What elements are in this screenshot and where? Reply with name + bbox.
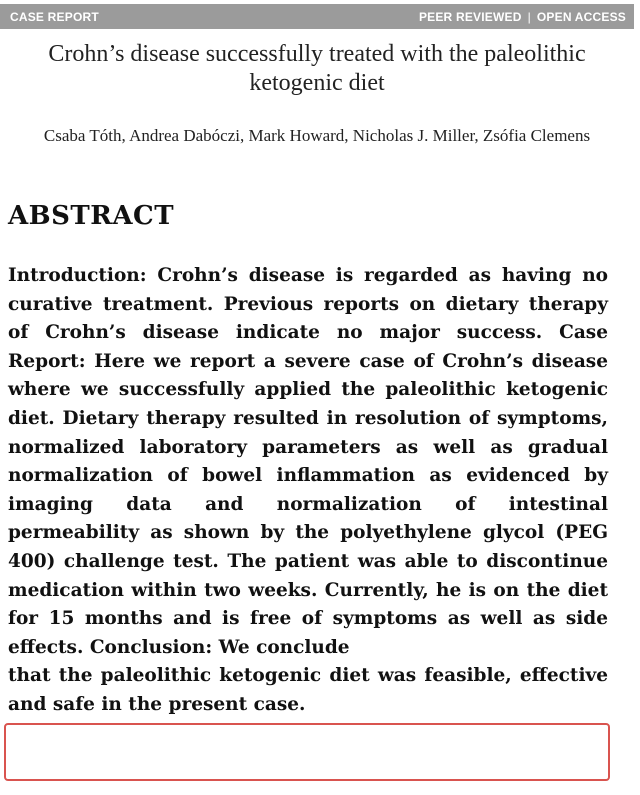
abstract-text: Introduction: Crohn’s disease is regarded as having no curative treatment. Previous reports on dietary therapy of Crohn’s disease indicate no major success. Case Report: Here we report a severe case of Crohn’s disease where we successfully applied the paleolithic ketogenic diet. Dietary therapy resulted in resolution of symptoms, normalized laboratory parameters as well as gradual normalization of bowel inflammation as evidenced by imaging data and normalization of intestinal permeability as shown by the polyethylene glycol (PEG 400) challenge test. The patient was able to discontinue medication within two weeks. Currently, he is on the diet for 15 months and is free of symptoms as well as side effects. Conclusion: We conclude [8, 265, 608, 658]
abstract-body [8, 262, 608, 720]
header-separator: | [527, 9, 531, 24]
article-type-label: CASE REPORT [10, 9, 99, 24]
open-access-label: OPEN ACCESS [536, 9, 626, 24]
article-authors: Csaba Tóth, Andrea Dabóczi, Mark Howard, Nicholas J. Miller, Zsófia Clemens [43, 126, 591, 145]
abstract-highlighted-text: that the paleolithic ketogenic diet was feasible, effective and safe in the present case. [8, 665, 608, 715]
peer-reviewed-label: PEER REVIEWED [418, 9, 522, 24]
access-labels [419, 10, 626, 24]
article-header-bar [0, 4, 634, 29]
abstract-heading: ABSTRACT [8, 201, 175, 231]
highlight-box [4, 723, 610, 781]
article-title: Crohn’s disease successfully treated with the paleolithic ketogenic diet [48, 41, 586, 96]
